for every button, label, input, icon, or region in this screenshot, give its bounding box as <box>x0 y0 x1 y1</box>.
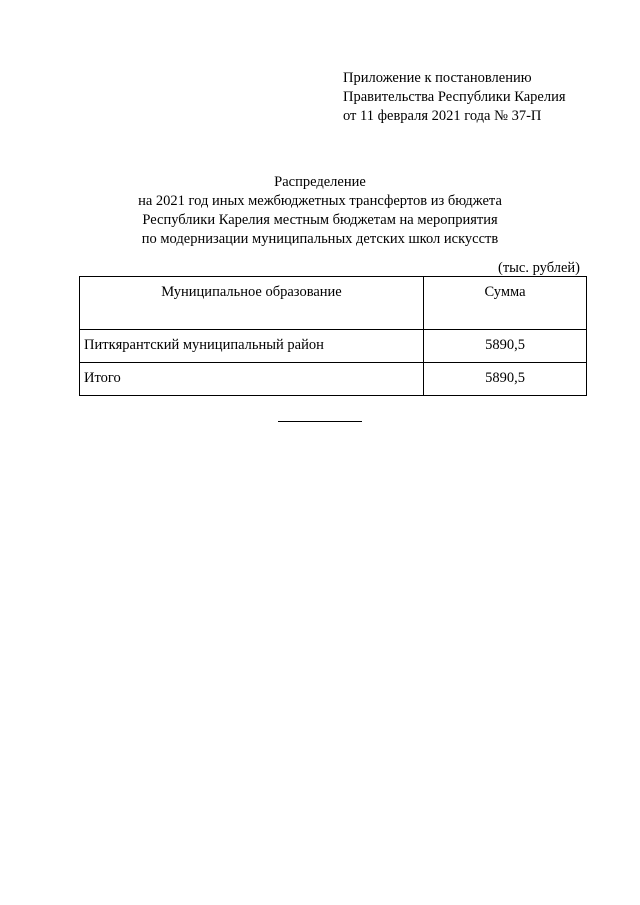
appendix-line-1: Приложение к постановлению <box>343 70 532 86</box>
title-line-4: по модернизации муниципальных детских школ искусств <box>141 231 499 247</box>
total-sum: 5890,5 <box>424 363 587 396</box>
total-label: Итого <box>80 363 424 396</box>
title-line-1: Распределение <box>274 174 366 190</box>
end-separator-line <box>278 421 362 422</box>
distribution-table <box>79 276 587 396</box>
table-total-row <box>80 363 587 396</box>
row-municipality-name: Питкярантский муниципальный район <box>80 330 424 363</box>
title-line-3: Республики Карелия местным бюджетам на мероприятия <box>142 212 498 228</box>
document-title <box>0 173 640 249</box>
title-line-2: на 2021 год иных межбюджетных трансфертов из бюджета <box>138 193 502 209</box>
row-sum: 5890,5 <box>424 330 587 363</box>
appendix-block <box>343 69 623 126</box>
units-label: (тыс. рублей) <box>498 260 580 276</box>
header-sum: Сумма <box>424 277 587 330</box>
appendix-line-3: от 11 февраля 2021 года № 37-П <box>343 108 542 124</box>
appendix-line-2: Правительства Республики Карелия <box>343 89 566 105</box>
table-header-row <box>80 277 587 330</box>
header-municipality: Муниципальное образование <box>80 277 424 330</box>
table-row <box>80 330 587 363</box>
